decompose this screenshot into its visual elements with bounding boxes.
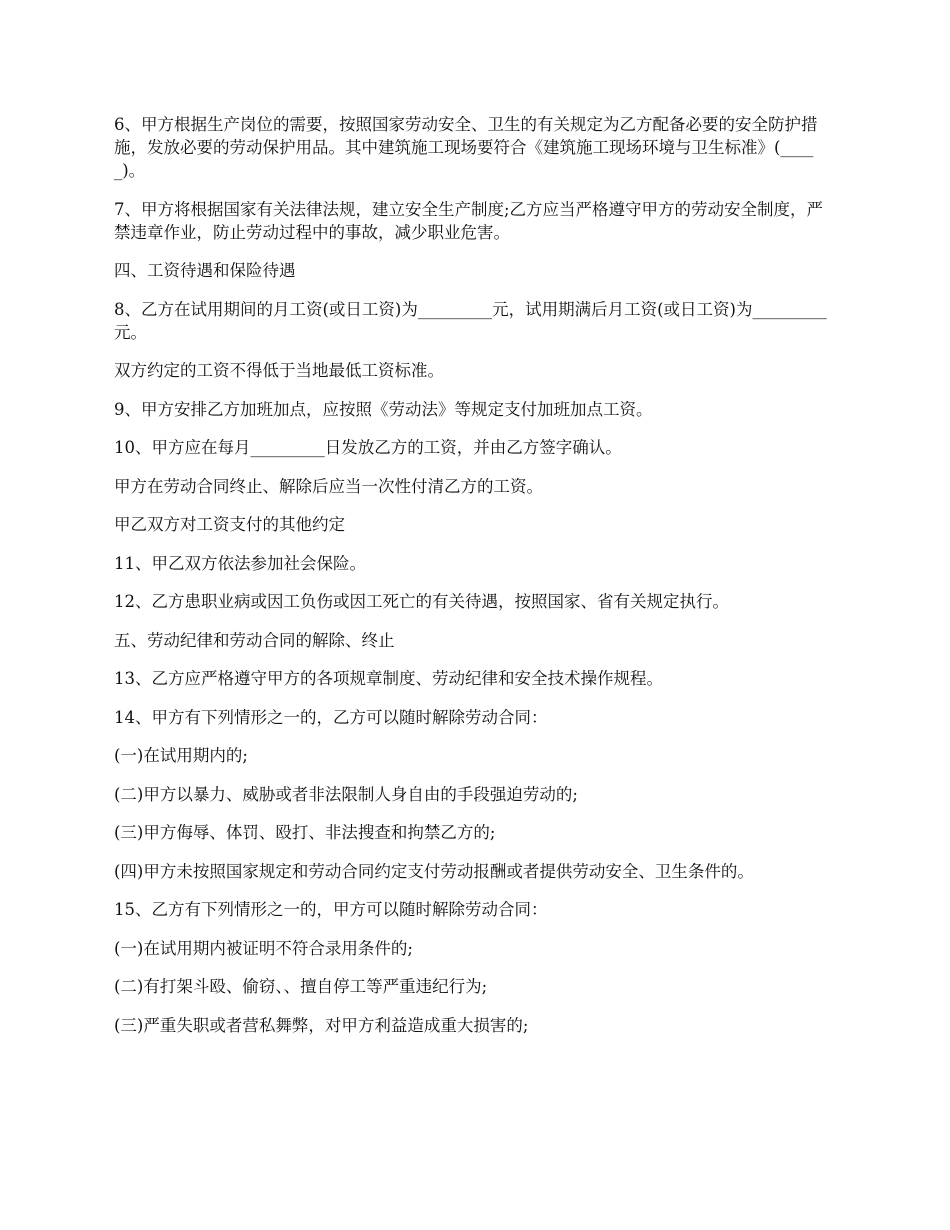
clause-15-item-2: (二)有打架斗殴、偷窃、、擅自停工等严重违纪行为; (114, 977, 488, 996)
clause-12-injury-benefits: 12、乙方患职业病或因工负伤或因工死亡的有关待遇，按照国家、省有关规定执行。 (114, 592, 729, 611)
document-body (114, 113, 834, 1052)
clause-6-safety-equipment: 6、甲方根据生产岗位的需要，按照国家劳动安全、卫生的有关规定为乙方配备必要的安全防护措施，发放必要的劳动保护用品。其中建筑施工现场要符合《建筑施工现场环境与卫生标准》(_____)。 (114, 115, 818, 180)
clause-10-payday: 10、甲方应在每月_________日发放乙方的工资，并由乙方签字确认。 (114, 438, 622, 457)
section-heading-wages-insurance: 四、工资待遇和保险待遇 (114, 261, 296, 280)
other-wage-agreements: 甲乙双方对工资支付的其他约定 (114, 515, 345, 534)
minimum-wage-note: 双方约定的工资不得低于当地最低工资标准。 (114, 361, 444, 380)
clause-14-item-2: (二)甲方以暴力、威胁或者非法限制人身自由的手段强迫劳动的; (114, 784, 578, 804)
clause-8-wages: 8、乙方在试用期间的月工资(或日工资)为_________元，试用期满后月工资(或日工资)为_________元。 (114, 299, 827, 342)
final-pay-note: 甲方在劳动合同终止、解除后应当一次性付清乙方的工资。 (114, 476, 543, 496)
clause-14-employee-termination: 14、甲方有下列情形之一的，乙方可以随时解除劳动合同： (114, 707, 548, 727)
clause-11-social-insurance: 11、甲乙双方依法参加社会保险。 (114, 553, 366, 573)
clause-13-discipline: 13、乙方应严格遵守甲方的各项规章制度、劳动纪律和安全技术操作规程。 (114, 669, 663, 688)
clause-14-item-4: (四)甲方未按照国家规定和劳动合同约定支付劳动报酬或者提供劳动安全、卫生条件的。 (114, 861, 754, 881)
clause-14-item-1: (一)在试用期内的; (114, 746, 248, 765)
clause-7-safety-rules: 7、甲方将根据国家有关法律法规，建立安全生产制度;乙方应当严格遵守甲方的劳动安全制度，严禁违章作业，防止劳动过程中的事故，减少职业危害。 (114, 199, 824, 242)
clause-15-employer-termination: 15、乙方有下列情形之一的，甲方可以随时解除劳动合同： (114, 900, 548, 919)
clause-15-item-3: (三)严重失职或者营私舞弊，对甲方利益造成重大损害的; (114, 1015, 529, 1035)
clause-9-overtime: 9、甲方安排乙方加班加点，应按照《劳动法》等规定支付加班加点工资。 (114, 399, 653, 419)
clause-14-item-3: (三)甲方侮辱、体罚、殴打、非法搜查和拘禁乙方的; (114, 823, 496, 842)
clause-15-item-1: (一)在试用期内被证明不符合录用条件的; (114, 938, 413, 958)
section-heading-discipline-termination: 五、劳动纪律和劳动合同的解除、终止 (114, 630, 395, 650)
